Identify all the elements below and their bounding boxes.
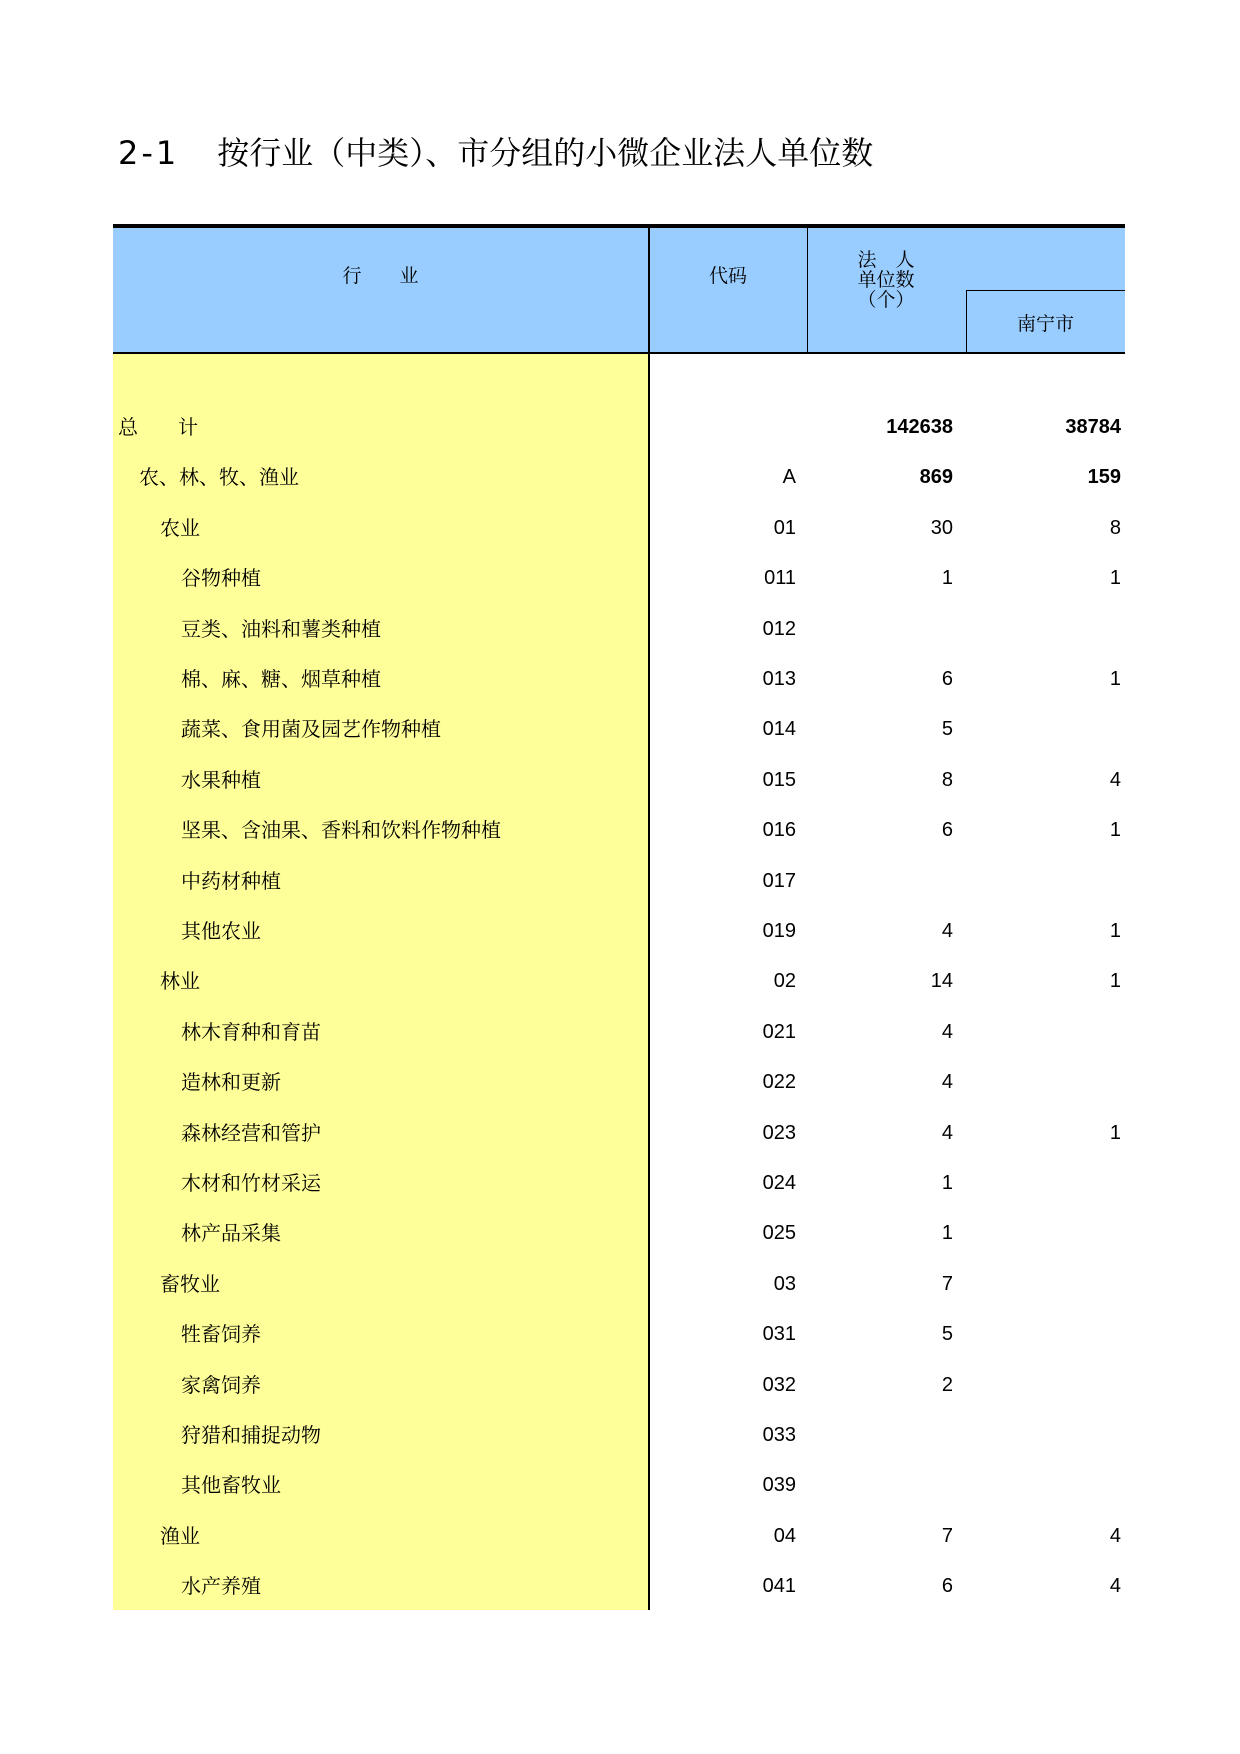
- row-total-units: 5: [941, 718, 953, 741]
- row-code: 024: [762, 1172, 796, 1194]
- row-industry-name: 谷物种植: [181, 566, 261, 591]
- row-total-units: 30: [930, 516, 953, 539]
- row-total-units: 142638: [886, 416, 953, 438]
- row-code: 03: [773, 1272, 796, 1295]
- row-code: 019: [762, 920, 796, 942]
- row-industry-name: 农、林、牧、渔业: [139, 465, 299, 490]
- row-city-units: 1: [1109, 920, 1121, 942]
- row-industry-name: 林产品采集: [181, 1221, 281, 1246]
- row-industry-name: 总 计: [118, 415, 198, 439]
- table-row: [113, 755, 1125, 805]
- row-total-units: 7: [941, 1524, 953, 1547]
- header-units-line2: 单位数: [857, 269, 915, 291]
- row-industry-name: 其他农业: [181, 919, 261, 943]
- table-row: [113, 1410, 1125, 1460]
- row-industry-name: 农业: [160, 515, 200, 540]
- row-industry-name: 林木育种和育苗: [181, 1019, 321, 1044]
- table-row: [113, 402, 1125, 452]
- row-total-units: 869: [919, 466, 953, 489]
- table-row: [113, 1158, 1125, 1208]
- table-row: [113, 654, 1125, 704]
- header-units-line3: （个）: [857, 289, 915, 311]
- row-city-units: 159: [1087, 466, 1121, 489]
- row-industry-name: 狩猎和捕捉动物: [181, 1423, 321, 1447]
- row-code: 013: [762, 668, 796, 690]
- row-city-units: 1: [1109, 819, 1121, 842]
- header-code: 代码: [708, 265, 747, 287]
- table-row: [113, 452, 1125, 502]
- row-industry-name: 造林和更新: [181, 1070, 281, 1095]
- row-code: 025: [762, 1222, 796, 1245]
- table-row: [113, 1108, 1125, 1158]
- row-total-units: 6: [941, 1575, 953, 1598]
- row-total-units: 6: [941, 668, 953, 690]
- row-total-units: 2: [941, 1373, 953, 1396]
- row-total-units: 1: [941, 567, 953, 590]
- row-total-units: 4: [941, 1071, 953, 1094]
- table-row: [113, 805, 1125, 855]
- row-industry-name: 中药材种植: [181, 868, 281, 893]
- table-title: 按行业（中类）、市分组的小微企业法人单位数: [217, 134, 874, 172]
- row-code: 031: [762, 1323, 796, 1346]
- row-industry-name: 其他畜牧业: [181, 1473, 281, 1498]
- row-code: 021: [762, 1020, 796, 1043]
- header-units: [807, 250, 965, 310]
- row-code: 041: [762, 1575, 796, 1598]
- row-industry-name: 家禽饲养: [181, 1372, 261, 1397]
- row-city-units: 1: [1109, 970, 1121, 993]
- table-row: [113, 1460, 1125, 1510]
- row-industry-name: 水果种植: [181, 767, 261, 792]
- row-code: 023: [762, 1121, 796, 1144]
- table-row: [113, 906, 1125, 956]
- table-row: [113, 1057, 1125, 1107]
- table-row: [113, 1007, 1125, 1057]
- row-total-units: 6: [941, 819, 953, 842]
- row-code: 022: [762, 1071, 796, 1094]
- row-total-units: 5: [941, 1323, 953, 1346]
- row-code: 02: [773, 970, 796, 993]
- row-total-units: 4: [941, 1020, 953, 1043]
- row-city-units: 1: [1109, 668, 1121, 690]
- row-industry-name: 牲畜饲养: [181, 1322, 261, 1347]
- table-row: [113, 604, 1125, 654]
- row-code: 033: [762, 1424, 796, 1446]
- row-code: 017: [762, 869, 796, 892]
- row-total-units: 14: [930, 970, 953, 993]
- row-city-units: 4: [1109, 1524, 1121, 1547]
- table-row: [113, 704, 1125, 754]
- row-code: 015: [762, 768, 796, 791]
- row-code: 012: [762, 617, 796, 640]
- row-code: 032: [762, 1373, 796, 1396]
- row-industry-name: 森林经营和管护: [181, 1120, 321, 1145]
- table-row: [113, 856, 1125, 906]
- table-row: [113, 1259, 1125, 1309]
- table-row: [113, 1511, 1125, 1561]
- row-city-units: 4: [1109, 1575, 1121, 1598]
- divider: [648, 228, 650, 352]
- page-title: [118, 128, 873, 174]
- row-code: 039: [762, 1474, 796, 1497]
- row-total-units: 1: [941, 1172, 953, 1194]
- row-industry-name: 木材和竹材采运: [181, 1171, 321, 1195]
- row-total-units: 8: [941, 768, 953, 791]
- header-city: 南宁市: [1016, 313, 1074, 335]
- header-units-line1: 法 人: [857, 249, 915, 271]
- row-code: 016: [762, 819, 796, 842]
- table-row: [113, 956, 1125, 1006]
- row-industry-name: 棉、麻、糖、烟草种植: [181, 667, 381, 691]
- row-industry-name: 畜牧业: [160, 1271, 220, 1296]
- row-code: A: [782, 466, 796, 489]
- row-industry-name: 渔业: [160, 1523, 200, 1548]
- row-code: 04: [773, 1524, 796, 1547]
- table-number: 2-1: [118, 134, 180, 172]
- table-row: [113, 1208, 1125, 1258]
- row-industry-name: 坚果、含油果、香料和饮料作物种植: [181, 818, 501, 843]
- row-city-units: 38784: [1065, 416, 1121, 438]
- row-code: 01: [773, 516, 796, 539]
- row-code: 014: [762, 718, 796, 741]
- table-row: [113, 553, 1125, 603]
- row-total-units: 4: [941, 920, 953, 942]
- row-total-units: 1: [941, 1222, 953, 1245]
- row-city-units: 4: [1109, 768, 1121, 791]
- table-row: [113, 503, 1125, 553]
- table-row: [113, 1360, 1125, 1410]
- table-row: [113, 1309, 1125, 1359]
- row-industry-name: 林业: [160, 969, 200, 994]
- row-industry-name: 豆类、油料和薯类种植: [181, 616, 381, 641]
- row-total-units: 4: [941, 1121, 953, 1144]
- row-code: 011: [764, 567, 796, 590]
- row-city-units: 8: [1109, 516, 1121, 539]
- table-row: [113, 1561, 1125, 1611]
- row-city-units: 1: [1109, 567, 1121, 590]
- row-city-units: 1: [1109, 1121, 1121, 1144]
- row-total-units: 7: [941, 1272, 953, 1295]
- divider: [966, 290, 1125, 291]
- row-industry-name: 蔬菜、食用菌及园艺作物种植: [181, 717, 441, 742]
- row-industry-name: 水产养殖: [181, 1574, 261, 1599]
- header-row: [113, 228, 1125, 352]
- header-industry: 行 业: [342, 265, 419, 287]
